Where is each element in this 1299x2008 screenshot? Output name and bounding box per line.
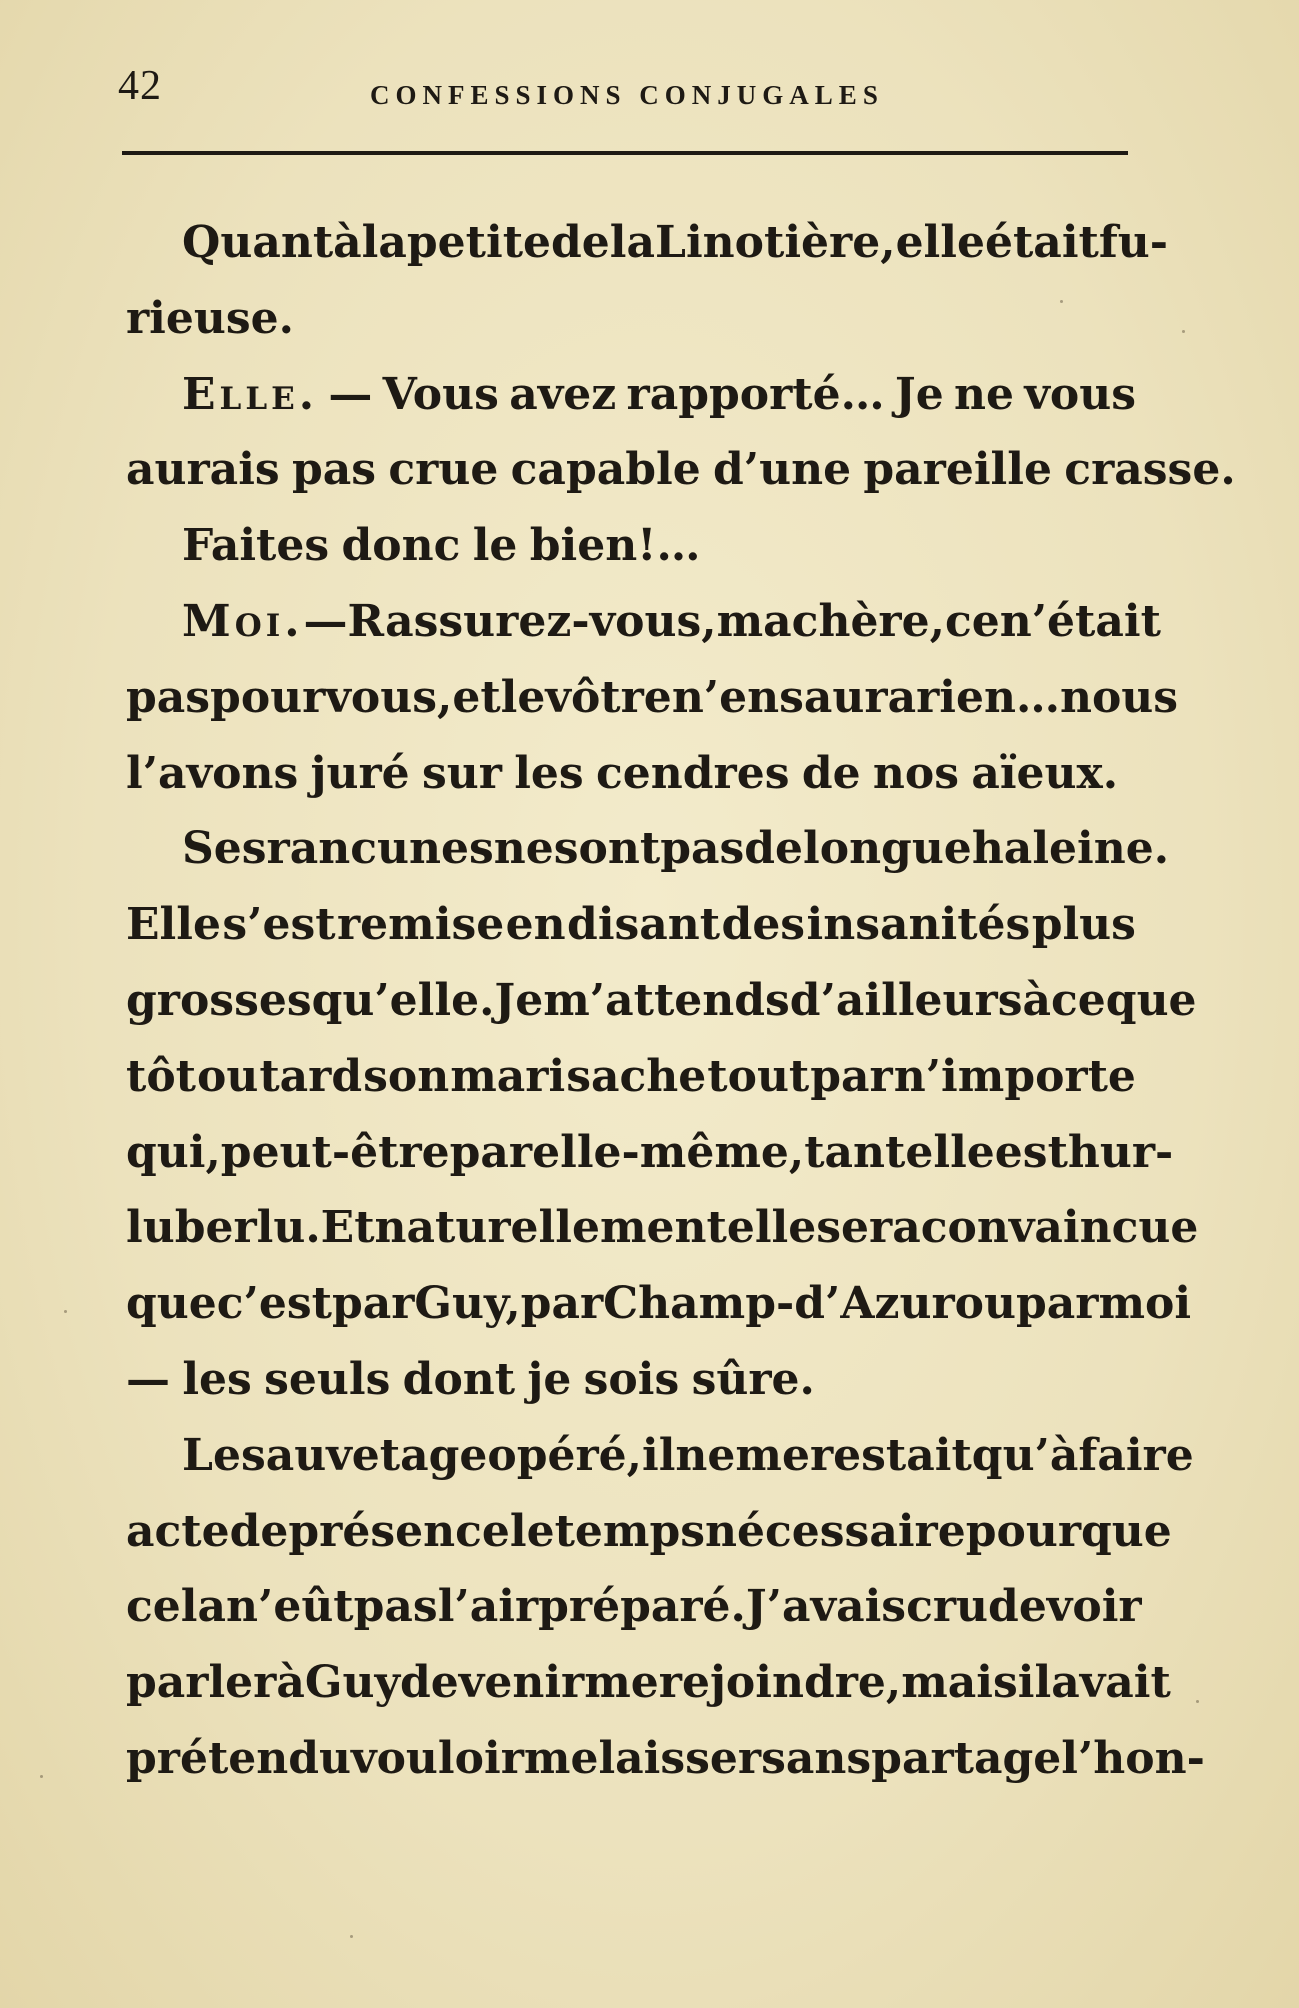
word: sans <box>761 1732 872 1784</box>
word: cela <box>126 1581 227 1633</box>
word: petite <box>406 217 552 268</box>
word: ma <box>716 595 792 647</box>
text-line <box>126 1190 1199 1266</box>
word: rien… <box>916 671 1060 723</box>
word: plus <box>1031 899 1136 951</box>
word: sois <box>583 1353 680 1405</box>
word: que <box>1081 1505 1172 1557</box>
word: l’avons <box>126 747 299 799</box>
word: n’était <box>999 595 1161 647</box>
word: elle-même, <box>532 1126 805 1178</box>
word: partage <box>871 1732 1062 1784</box>
text-line <box>126 281 1136 357</box>
word: Et <box>320 1202 375 1254</box>
word: rancunes <box>266 823 494 875</box>
word: les <box>514 747 584 799</box>
word: est <box>994 1126 1068 1178</box>
text-line <box>126 357 1136 433</box>
word: hur- <box>1067 1126 1174 1178</box>
word: Quant <box>182 217 334 268</box>
word: elle <box>905 1126 995 1178</box>
word: peut-être <box>220 1126 450 1178</box>
word: saura <box>779 671 917 723</box>
word: qu’elle. <box>311 974 495 1026</box>
word: ce <box>944 595 1000 647</box>
word: cendres <box>596 747 790 799</box>
body-text <box>126 205 1236 1797</box>
word: opéré, <box>487 1429 642 1481</box>
word: Guy <box>304 1657 401 1709</box>
word: nos <box>872 747 959 799</box>
word: Guy, <box>414 1278 521 1330</box>
text-line <box>126 660 1179 736</box>
word: par <box>1015 1278 1099 1330</box>
word: à <box>1022 974 1051 1026</box>
word: faire <box>1078 1429 1194 1481</box>
word: nécessaire <box>705 1505 966 1557</box>
word: Linotière, <box>655 217 896 268</box>
word: d’ailleurs <box>789 974 1023 1026</box>
word: n’eût <box>226 1581 354 1633</box>
speaker-label: Elle. <box>182 368 319 420</box>
word: Ses <box>182 823 267 875</box>
word: remise <box>337 899 505 951</box>
word: présence <box>288 1505 510 1557</box>
word: dont <box>402 1353 516 1405</box>
word: mari <box>450 1050 566 1102</box>
text-line <box>126 1721 1205 1797</box>
text-line <box>126 1266 1192 1342</box>
text-line <box>126 811 1170 887</box>
word: pas <box>660 823 745 875</box>
word: tôt <box>126 1050 196 1102</box>
word: Je <box>894 368 944 420</box>
word: s’est <box>222 899 336 951</box>
word: Faites <box>182 520 330 572</box>
word: parler <box>126 1657 277 1709</box>
text-line <box>126 1645 1171 1721</box>
word: d’une <box>713 444 852 496</box>
word: par <box>520 1278 604 1330</box>
word: que <box>126 1278 217 1330</box>
word: Le <box>182 1429 241 1481</box>
word: longue <box>803 823 972 875</box>
text-line <box>126 887 1136 963</box>
text-line <box>126 1494 1172 1570</box>
word: à <box>333 217 362 268</box>
text-line <box>126 508 1136 584</box>
word: luberlu. <box>126 1202 321 1254</box>
word: prétendu <box>126 1732 352 1784</box>
paper-speck <box>1182 330 1185 333</box>
word: le <box>509 1505 555 1557</box>
word: vous, <box>325 671 453 723</box>
text-line <box>126 1039 1136 1115</box>
word: pas <box>353 1581 438 1633</box>
word: ou <box>197 1050 259 1102</box>
word: il <box>641 1429 676 1481</box>
word: pas <box>126 671 211 723</box>
word: sera <box>816 1202 921 1254</box>
page-number: 42 <box>118 63 162 109</box>
word: haleine. <box>971 823 1170 875</box>
word: devoir <box>988 1581 1142 1633</box>
word: tout <box>707 1050 810 1102</box>
word: n’en <box>671 671 780 723</box>
word: il <box>1017 1657 1052 1709</box>
word: en <box>505 899 566 951</box>
speaker-label: Moi. <box>182 595 304 647</box>
paper-speck <box>1060 300 1063 303</box>
word: naturellement <box>374 1202 727 1254</box>
paper-speck <box>64 1310 67 1313</box>
word: aurais <box>126 444 280 496</box>
word: préparé. <box>538 1581 746 1633</box>
word: Je <box>494 974 544 1026</box>
word: convaincue <box>920 1202 1199 1254</box>
word: le <box>500 671 546 723</box>
word: me <box>735 1429 810 1481</box>
header-rule <box>122 151 1128 155</box>
word: ne <box>675 1429 736 1481</box>
word: me <box>584 1657 659 1709</box>
word: de <box>801 747 861 799</box>
word: pareille <box>863 444 1052 496</box>
word: acte <box>126 1505 230 1557</box>
word: — <box>328 368 373 420</box>
word: sauvetage <box>240 1429 488 1481</box>
word: le <box>472 520 518 572</box>
paper-speck <box>1196 1700 1199 1703</box>
word: cru <box>906 1581 989 1633</box>
word: seuls <box>264 1353 391 1405</box>
word: par <box>449 1126 533 1178</box>
word: rejoindre, <box>658 1657 902 1709</box>
word: mais <box>901 1657 1018 1709</box>
word: et <box>452 671 501 723</box>
word: avait <box>1051 1657 1171 1709</box>
word: de <box>400 1657 459 1709</box>
word: vôtre <box>545 671 672 723</box>
word: était <box>984 217 1099 268</box>
word: nous <box>1059 671 1179 723</box>
word: rieuse. <box>126 292 294 344</box>
text-line <box>126 736 1136 812</box>
word: crasse. <box>1064 444 1236 496</box>
word: elle <box>726 1202 817 1254</box>
paper-speck <box>40 1775 43 1778</box>
word: m’attends <box>543 974 790 1026</box>
word: l’air <box>437 1581 539 1633</box>
word: par <box>810 1050 893 1102</box>
word: sur <box>421 747 502 799</box>
word: bien!… <box>529 520 701 572</box>
word: sache <box>566 1050 707 1102</box>
word: ce <box>1051 974 1106 1026</box>
word: la <box>609 217 656 268</box>
text-line <box>126 1342 1136 1418</box>
word: ne <box>954 368 1015 420</box>
text-line <box>126 1115 1174 1191</box>
word: pour <box>965 1505 1082 1557</box>
word: elle <box>895 217 985 268</box>
word: Vous <box>382 368 499 420</box>
word: pour <box>210 671 326 723</box>
word: vous <box>1024 368 1136 420</box>
word: grosses <box>126 974 312 1026</box>
text-line <box>126 584 1161 660</box>
word: juré <box>310 747 410 799</box>
word: à <box>276 1657 305 1709</box>
word: sûre. <box>691 1353 815 1405</box>
paper-speck <box>350 1935 353 1938</box>
word: chère, <box>791 595 945 647</box>
word: Elle <box>126 899 221 951</box>
word: l’hon- <box>1061 1732 1205 1784</box>
word: rapporté… <box>626 368 885 420</box>
word: J’avais <box>745 1581 907 1633</box>
word: aïeux. <box>971 747 1119 799</box>
running-title: CONFESSIONS CONJUGALES <box>370 80 884 110</box>
word: Champ-d’Azur <box>603 1278 955 1330</box>
word: de <box>744 823 803 875</box>
word: capable <box>510 444 701 496</box>
text-line <box>126 1418 1194 1494</box>
word: qui, <box>126 1126 221 1178</box>
word: pas <box>292 444 377 496</box>
word: insanités <box>806 899 1031 951</box>
word: — <box>303 595 348 647</box>
text-line <box>126 432 1236 508</box>
word: Rassurez-vous, <box>347 595 717 647</box>
text-line <box>126 963 1197 1039</box>
word: n’importe <box>893 1050 1136 1102</box>
word: temps <box>554 1505 706 1557</box>
word: que <box>1105 974 1197 1026</box>
text-line <box>126 1569 1142 1645</box>
word: je <box>527 1353 572 1405</box>
word: de <box>229 1505 289 1557</box>
word: venir <box>458 1657 585 1709</box>
word: de <box>551 217 610 268</box>
word: crue <box>388 444 499 496</box>
word: fu- <box>1098 217 1169 268</box>
word: c’est <box>216 1278 332 1330</box>
word: disant <box>567 899 721 951</box>
word: me <box>523 1732 599 1784</box>
word: vouloir <box>351 1732 524 1784</box>
word: par <box>331 1278 415 1330</box>
word: la <box>361 217 407 268</box>
word: restait <box>809 1429 972 1481</box>
word: son <box>363 1050 450 1102</box>
word: ne <box>493 823 554 875</box>
word: donc <box>341 520 461 572</box>
word: ou <box>954 1278 1016 1330</box>
word: les <box>182 1353 252 1405</box>
word: avez <box>509 368 617 420</box>
word: sont <box>553 823 661 875</box>
word: moi <box>1098 1278 1192 1330</box>
text-line <box>126 205 1169 281</box>
word: tant <box>804 1126 906 1178</box>
word: qu’à <box>971 1429 1079 1481</box>
word: tard <box>259 1050 363 1102</box>
word: laisser <box>598 1732 762 1784</box>
word: des <box>721 899 806 951</box>
word: — <box>126 1353 170 1405</box>
